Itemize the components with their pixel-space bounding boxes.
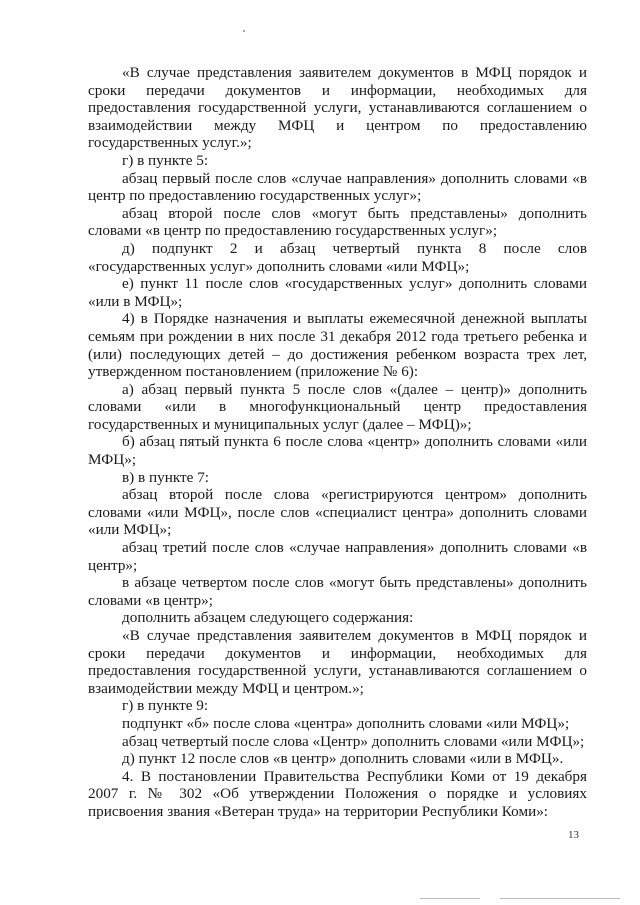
paragraph: абзац четвертый после слова «Центр» дополнить словами «или МФЦ»;	[122, 732, 585, 750]
paragraph: абзац первый после слов «случае направления» дополнить словами «в центр по предоставлению государственных услуг»;	[88, 169, 587, 205]
document-body	[88, 64, 587, 821]
scan-speck	[243, 30, 245, 32]
scan-edge-line	[420, 898, 480, 899]
paragraph: г) в пункте 9:	[122, 697, 209, 715]
paragraph: 4) в Порядке назначения и выплаты ежемесячной денежной выплаты семьям при рождении в них после 31 декабря 2012 года третьего ребенка и (или) последующих детей – до достижения ребенком возраста трех лет, утвержденном постановлением (приложение № 6):	[88, 310, 587, 381]
paragraph: дополнить абзацем следующего содержания:	[122, 609, 414, 627]
paragraph: г) в пункте 5:	[122, 151, 209, 169]
paragraph: абзац второй после слов «могут быть представлены» дополнить словами «в центр по предоставлению государственных услуг»;	[88, 204, 587, 240]
page-number: 13	[568, 829, 579, 841]
paragraph: абзац третий после слов «случае направления» дополнить словами «в центр»;	[88, 539, 587, 574]
paragraph: е) пункт 11 после слов «государственных услуг» дополнить словами «или в МФЦ»;	[88, 275, 587, 310]
paragraph: абзац второй после слова «регистрируются центром» дополнить словами «или МФЦ», после слов «специалист центра» дополнить словами «или МФЦ»;	[88, 486, 587, 539]
scan-edge-line	[500, 898, 620, 899]
paragraph: б) абзац пятый пункта 6 после слова «центр» дополнить словами «или МФЦ»;	[88, 433, 587, 469]
paragraph: д) подпункт 2 и абзац четвертый пункта 8 после слов «государственных услуг» дополнить словами «или МФЦ»;	[88, 239, 587, 275]
paragraph: подпункт «б» после слова «центра» дополнить словами «или МФЦ»;	[122, 714, 570, 732]
paragraph: а) абзац первый пункта 5 после слов «(далее – центр)» дополнить словами «или в многофункциональный центр предоставления государственных и муниципальных услуг (далее – МФЦ)»;	[88, 380, 587, 433]
paragraph: д) пункт 12 после слов «в центр» дополнить словами «или в МФЦ».	[122, 750, 564, 768]
paragraph: «В случае представления заявителем документов в МФЦ порядок и сроки передачи документов и информации, необходимых для предоставления государственной услуги, устанавливаются соглашением о взаимодействии между МФЦ и центром.»;	[88, 627, 587, 697]
paragraph: в) в пункте 7:	[122, 468, 210, 486]
paragraph: «В случае представления заявителем документов в МФЦ порядок и сроки передачи документов и информации, необходимых для предоставления государственной услуги, устанавливаются соглашением о взаимодействии между МФЦ и центром по предоставлению государственных услуг.»;	[88, 64, 587, 152]
paragraph: в абзаце четвертом после слов «могут быть представлены» дополнить словами «в центр»;	[88, 574, 587, 609]
paragraph: 4. В постановлении Правительства Республики Коми от 19 декабря 2007 г. № 302 «Об утверждении Положения о порядке и условиях присвоения звания «Ветеран труда» на территории Республики Коми»:	[88, 767, 587, 820]
